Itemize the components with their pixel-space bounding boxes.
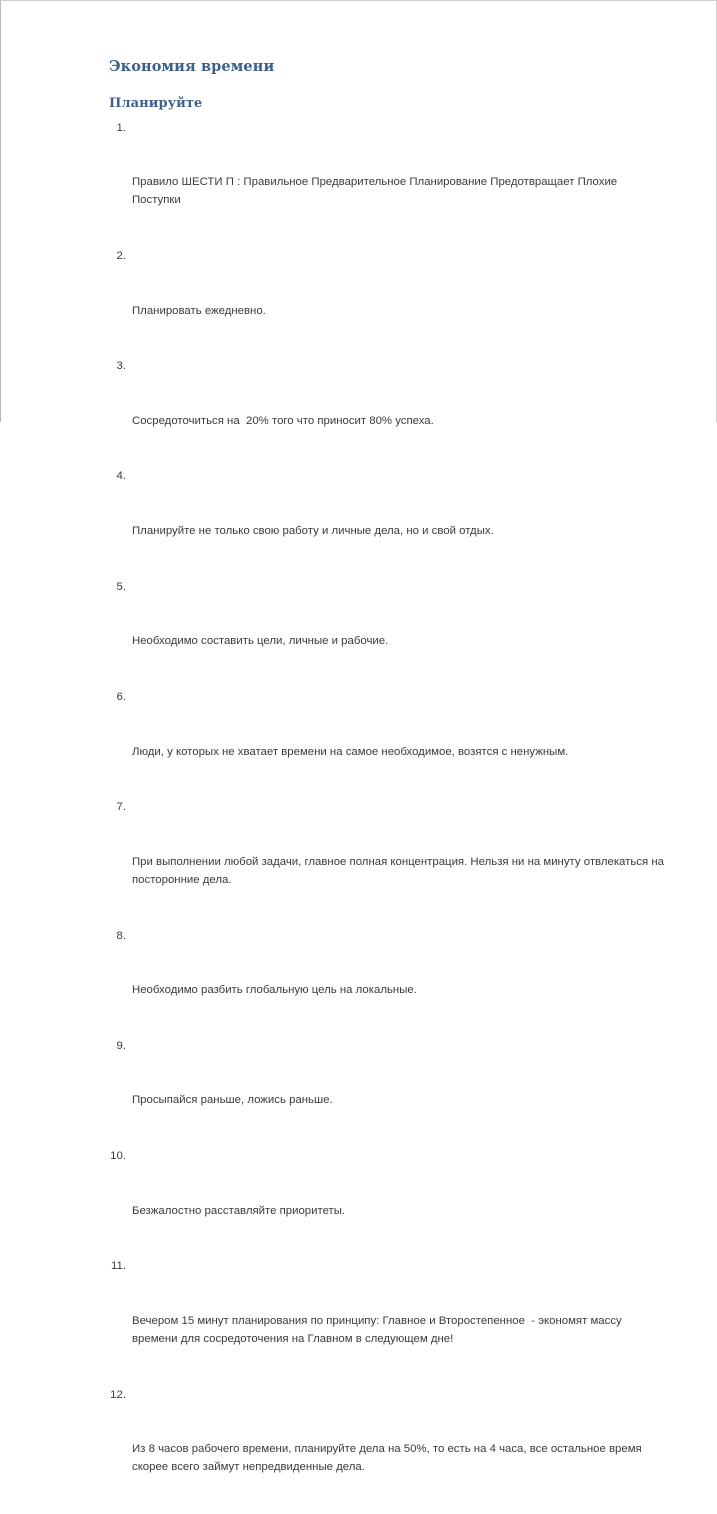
list-item-text: Правило ШЕСТИ П : Правильное Предварительное Планирование Предотвращает Плохие Поступки xyxy=(132,176,621,207)
list-item xyxy=(109,798,669,925)
list-item-number: 7. xyxy=(116,801,126,814)
list-item xyxy=(109,357,669,466)
tips-list xyxy=(109,119,669,1513)
list-item-number: 6. xyxy=(116,690,126,703)
list-item xyxy=(109,1257,669,1384)
list-item-text: Из 8 часов рабочего времени, планируйте дела на 50%, то есть на 4 часа, все остальное время скорее всего займут непредвиденные дела. xyxy=(132,1443,645,1474)
list-item-number: 10. xyxy=(110,1149,126,1162)
list-item-text: Люди, у которых не хватает времени на самое необходимое, возятся с ненужным. xyxy=(132,745,569,758)
list-item-number: 5. xyxy=(116,580,126,593)
list-item-number: 11. xyxy=(111,1260,126,1273)
list-item-text: Планировать ежедневно. xyxy=(132,304,266,317)
list-item-text: Необходимо составить цели, личные и рабочие. xyxy=(132,635,389,648)
list-item xyxy=(109,1386,669,1513)
list-item xyxy=(109,1037,669,1146)
list-item-number: 8. xyxy=(116,929,126,942)
document-content xyxy=(109,59,669,1514)
list-item-text: Вечером 15 минут планирования по принципу: Главное и Второстепенное - экономят массу времени для сосредоточения на Главном в следующем дне! xyxy=(132,1314,625,1346)
list-item-text: Безжалостно расставляйте приоритеты. xyxy=(132,1204,346,1217)
list-item-text: Сосредоточиться на 20% того что приносит 80% успеха. xyxy=(132,414,434,427)
list-item-text: Необходимо разбить глобальную цель на локальные. xyxy=(132,984,417,997)
list-item-text: Просыпайся раньше, ложись раньше. xyxy=(132,1094,333,1107)
list-item-number: 2. xyxy=(116,250,126,263)
list-item-text: При выполнении любой задачи, главное полная концентрация. Нельзя ни на минуту отвлекаться на посторонние дела. xyxy=(132,855,668,886)
list-item-number: 3. xyxy=(116,360,126,373)
page-title: Экономия времени xyxy=(109,58,275,75)
list-item xyxy=(109,467,669,576)
list-item xyxy=(109,688,669,797)
list-item xyxy=(109,119,669,246)
list-item-number: 1. xyxy=(116,121,126,134)
list-item xyxy=(109,578,669,687)
list-item-number: 12. xyxy=(110,1388,126,1401)
list-item-text: Планируйте не только свою работу и личные дела, но и свой отдых. xyxy=(132,525,494,538)
list-item xyxy=(109,927,669,1036)
list-item xyxy=(109,247,669,356)
section-heading-planning: Планируйте xyxy=(109,95,203,111)
list-item-number: 9. xyxy=(116,1039,126,1052)
list-item xyxy=(109,1147,669,1256)
list-item-number: 4. xyxy=(116,470,126,483)
